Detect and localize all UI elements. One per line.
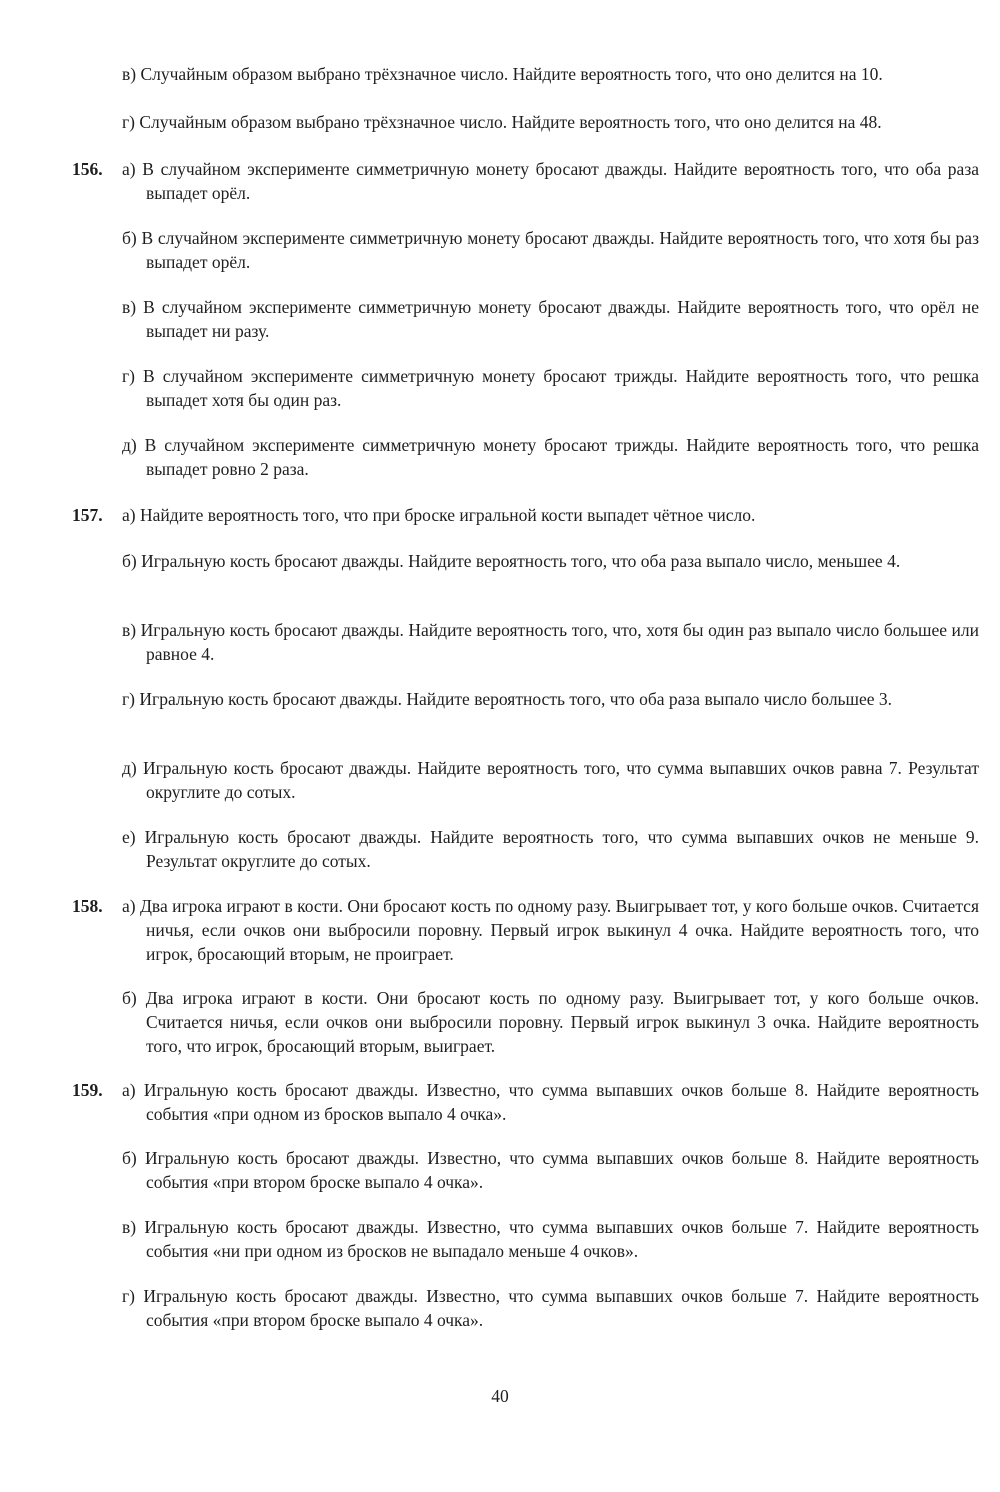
problem-157-d: д) Игральную кость бросают дважды. Найдите вероятность того, что сумма выпавших очков равна 7. Результат округлите до сотых. xyxy=(122,758,979,802)
problem-159-a: а) Игральную кость бросают дважды. Известно, что сумма выпавших очков больше 8. Найдите вероятность события «при одном из бросков выпало 4 очка». xyxy=(122,1080,979,1124)
problem-157-v: в) Игральную кость бросают дважды. Найдите вероятность того, что, хотя бы один раз выпало число большее или равное 4. xyxy=(122,620,979,664)
problem-159-g: г) Игральную кость бросают дважды. Известно, что сумма выпавших очков больше 7. Найдите вероятность события «при втором броске выпало 4 очка». xyxy=(122,1286,979,1330)
problem-158-b: б) Два игрока играют в кости. Они бросают кость по одному разу. Выигрывает тот, у кого больше очков. Считается ничья, если очков они выбросили поровну. Первый игрок выкинул 3 очка. Найдите вероятность того, что игрок, бросающий вторым, выиграет. xyxy=(122,988,979,1056)
problem-158-a: а) Два игрока играют в кости. Они бросают кость по одному разу. Выигрывает тот, у кого больше очков. Считается ничья, если очков они выбросили поровну. Первый игрок выкинул 4 очка. Найдите вероятность того, что игрок, бросающий вторым, не проиграет. xyxy=(122,896,979,964)
problem-number-159: 159. xyxy=(72,1080,103,1100)
problem-157-b: б) Игральную кость бросают дважды. Найдите вероятность того, что оба раза выпало число, меньшее 4. xyxy=(122,551,901,571)
problem-number-157: 157. xyxy=(72,505,103,525)
problem-156-d: д) В случайном эксперименте симметричную монету бросают трижды. Найдите вероятность того, что решка выпадет ровно 2 раза. xyxy=(122,435,979,479)
problem-155-v: в) Случайным образом выбрано трёхзначное число. Найдите вероятность того, что оно делится на 10. xyxy=(122,64,883,84)
problem-155-g: г) Случайным образом выбрано трёхзначное число. Найдите вероятность того, что оно делится на 48. xyxy=(122,112,882,132)
problem-157-e: е) Игральную кость бросают дважды. Найдите вероятность того, что сумма выпавших очков не меньше 9. Результат округлите до сотых. xyxy=(122,827,979,871)
problem-156-g: г) В случайном эксперименте симметричную монету бросают трижды. Найдите вероятность того, что решка выпадет хотя бы один раз. xyxy=(122,366,979,410)
problem-156-a: а) В случайном эксперименте симметричную монету бросают дважды. Найдите вероятность того, что оба раза выпадет орёл. xyxy=(122,159,979,203)
problem-156-b: б) В случайном эксперименте симметричную монету бросают дважды. Найдите вероятность того, что хотя бы раз выпадет орёл. xyxy=(122,228,979,272)
page-number: 40 xyxy=(491,1386,509,1406)
problem-157-a: а) Найдите вероятность того, что при броске игральной кости выпадет чётное число. xyxy=(122,505,756,525)
problem-number-158: 158. xyxy=(72,896,103,916)
problem-number-156: 156. xyxy=(72,159,103,179)
problem-159-v: в) Игральную кость бросают дважды. Известно, что сумма выпавших очков больше 7. Найдите вероятность события «ни при одном из бросков не выпадало меньше 4 очков». xyxy=(122,1217,979,1261)
problem-156-v: в) В случайном эксперименте симметричную монету бросают дважды. Найдите вероятность того, что орёл не выпадет ни разу. xyxy=(122,297,979,341)
problem-157-g: г) Игральную кость бросают дважды. Найдите вероятность того, что оба раза выпало число большее 3. xyxy=(122,689,893,709)
problem-159-b: б) Игральную кость бросают дважды. Известно, что сумма выпавших очков больше 8. Найдите вероятность события «при втором броске выпало 4 очка». xyxy=(122,1148,979,1192)
